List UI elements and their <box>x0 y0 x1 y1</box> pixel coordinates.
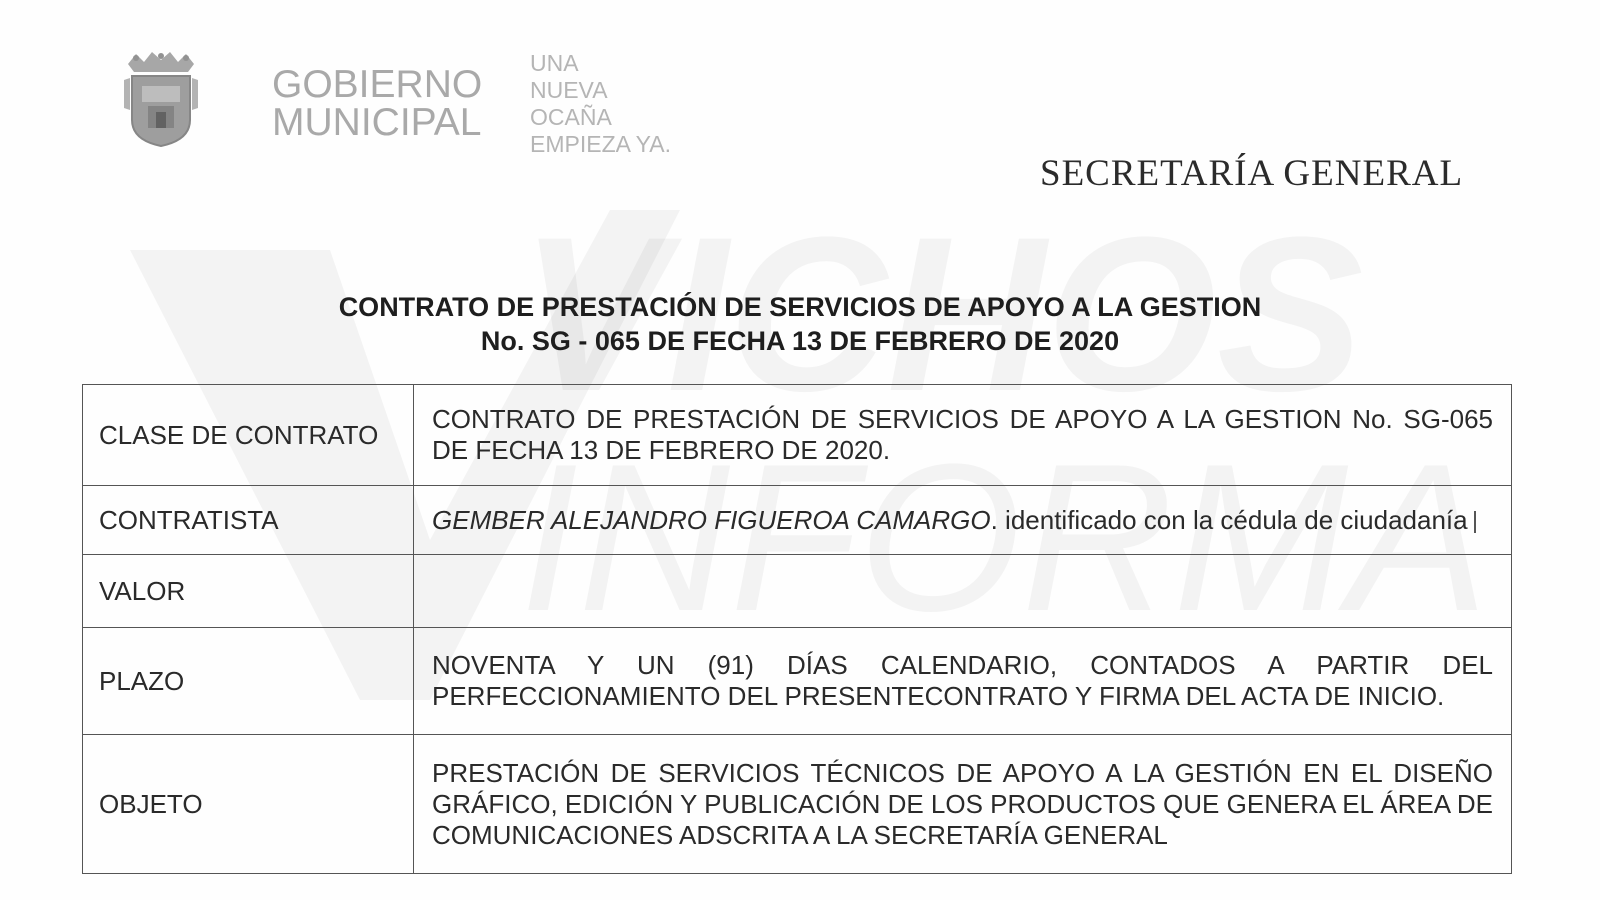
redaction-mark <box>1474 511 1476 533</box>
row-value-clase: CONTRATO DE PRESTACIÓN DE SERVICIOS DE APOYO A LA GESTION No. SG-065 DE FECHA 13 DE FEBRERO DE 2020. <box>414 385 1512 486</box>
table-row <box>83 385 1512 486</box>
row-value-plazo: NOVENTA Y UN (91) DÍAS CALENDARIO, CONTADOS A PARTIR DEL PERFECCIONAMIENTO DEL PRESENTECONTRATO Y FIRMA DEL ACTA DE INICIO. <box>414 628 1512 735</box>
table-row <box>83 486 1512 555</box>
row-label-plazo: PLAZO <box>83 628 414 735</box>
table-row <box>83 735 1512 874</box>
contract-summary-table <box>82 384 1512 874</box>
government-name-line1: GOBIERNO <box>272 63 483 106</box>
row-label-objeto: OBJETO <box>83 735 414 874</box>
row-label-contratista: CONTRATISTA <box>83 486 414 555</box>
row-label-clase: CLASE DE CONTRATO <box>83 385 414 486</box>
row-label-valor: VALOR <box>83 555 414 628</box>
slogan-line: EMPIEZA YA. <box>530 131 672 157</box>
municipal-crest-icon <box>118 50 204 150</box>
contract-title: CONTRATO DE PRESTACIÓN DE SERVICIOS DE APOYO A LA GESTION <box>338 292 1262 322</box>
government-name-line2: MUNICIPAL <box>272 101 482 144</box>
table-row <box>83 628 1512 735</box>
contractor-id-text: . identificado con la cédula de ciudadanía <box>990 504 1468 535</box>
government-name <box>272 63 483 144</box>
slogan <box>530 50 671 158</box>
contractor-name: GEMBER ALEJANDRO FIGUEROA CAMARGO <box>432 504 991 535</box>
slogan-line: UNA <box>530 50 579 76</box>
row-value-valor <box>414 555 1512 628</box>
office-heading: SECRETARÍA GENERAL <box>1040 153 1464 194</box>
contract-number: No. SG - 065 DE FECHA 13 DE FEBRERO DE 2020 <box>480 326 1120 356</box>
row-value-objeto: PRESTACIÓN DE SERVICIOS TÉCNICOS DE APOYO A LA GESTIÓN EN EL DISEÑO GRÁFICO, EDICIÓN Y PUBLICACIÓN DE LOS PRODUCTOS QUE GENERA EL ÁREA DE COMUNICACIONES ADSCRITA A LA SECRETARÍA GENERAL <box>414 735 1512 874</box>
row-value-contratista <box>414 486 1512 555</box>
table-row <box>83 555 1512 628</box>
slogan-line: NUEVA <box>530 77 608 103</box>
slogan-line: OCAÑA <box>530 104 612 130</box>
